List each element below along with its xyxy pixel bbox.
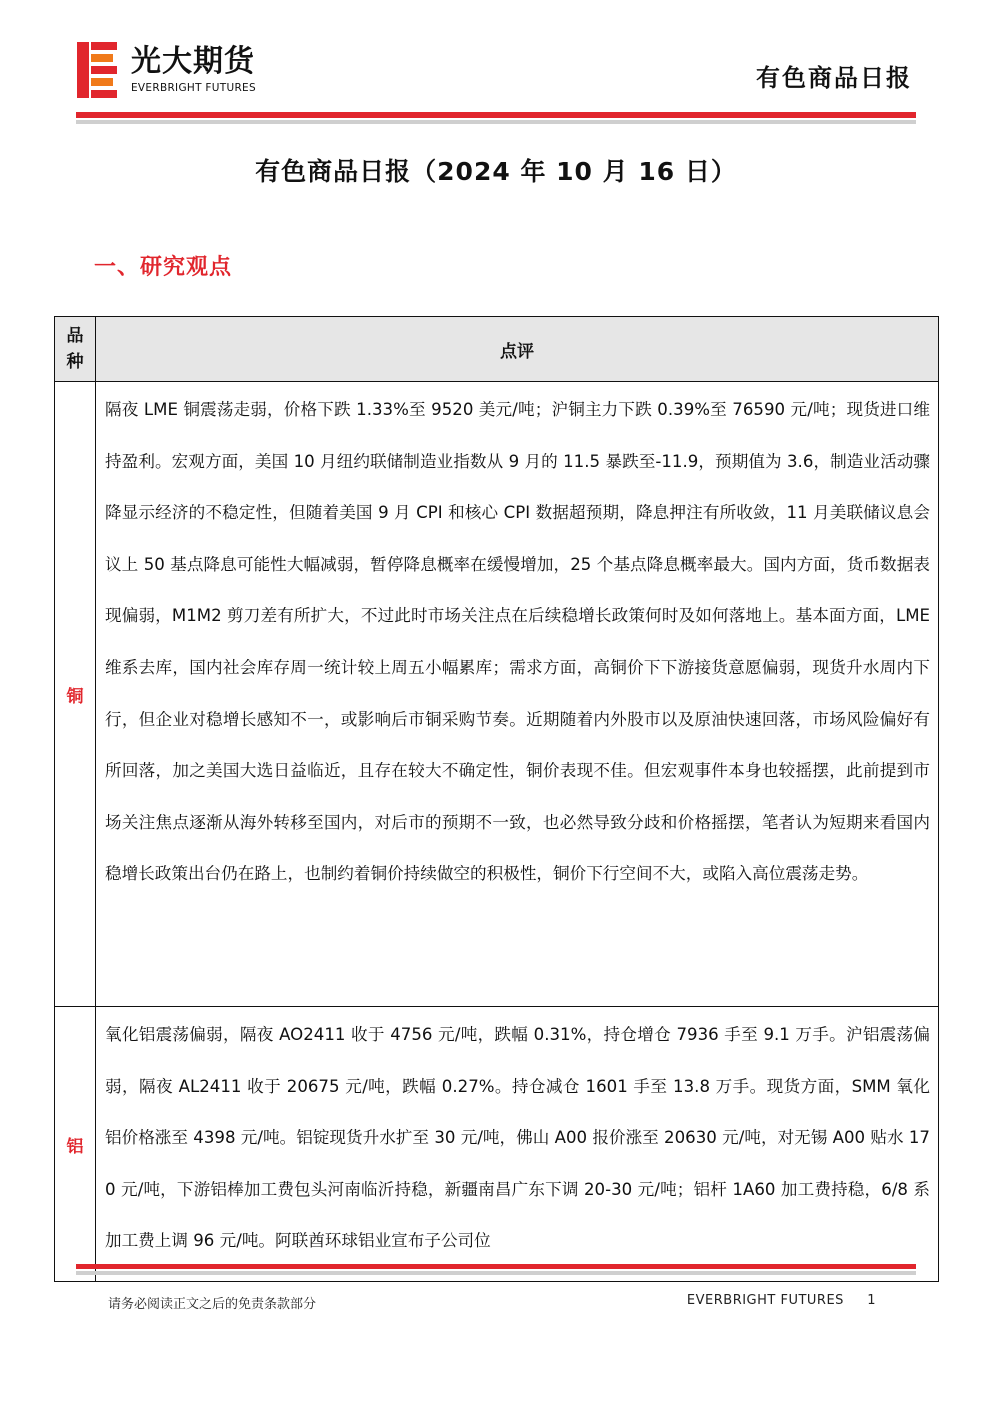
- column-header-variety: [55, 317, 96, 382]
- comment-cell: 隔夜 LME 铜震荡走弱，价格下跌 1.33%至 9520 美元/吨；沪铜主力下跌 0.39%至 76590 元/吨；现货进口维持盈利。宏观方面，美国 10 月纽约联储制造业指数从 9 月的 11.5 暴跌至-11.9，预期值为 3.6，制造业活动骤降显示经济的不稳定性，但随着美国 9 月 CPI 和核心 CPI 数据超预期，降息押注有所收敛，11 月美联储议息会议上 50 基点降息可能性大幅减弱，暂停降息概率在缓慢增加，25 个基点降息概率最大。国内方面，货币数据表现偏弱，M1M2 剪刀差有所扩大，不过此时市场关注点在后续稳增长政策何时及如何落地上。基本面方面，LME 维系去库，国内社会库存周一统计较上周五小幅累库；需求方面，高铜价下下游接货意愿偏弱，现货升水周内下行，但企业对稳增长感知不一，或影响后市铜采购节奏。近期随着内外股市以及原油快速回落，市场风险偏好有所回落，加之美国大选日益临近，且存在较大不确定性，铜价表现不佳。但宏观事件本身也较摇摆，此前提到市场关注焦点逐渐从海外转移至国内，对后市的预期不一致，也必然导致分歧和价格摇摆，笔者认为短期来看国内稳增长政策出台仍在路上，也制约着铜价持续做空的积极性，铜价下行空间不大，或陷入高位震荡走势。: [96, 382, 939, 1007]
- footer-disclaimer: 请务必阅读正文之后的免责条款部分: [108, 1297, 317, 1312]
- variety-cell: 铝: [55, 1007, 96, 1282]
- header-divider: [76, 112, 916, 118]
- footer-divider: [76, 1264, 916, 1269]
- column-header-comment: 点评: [96, 317, 939, 382]
- footer-brand: EVERBRIGHT FUTURES: [686, 1293, 844, 1308]
- document-title: 有色商品日报（2024 年 10 月 16 日）: [255, 157, 737, 186]
- header-title: 有色商品日报: [756, 64, 912, 92]
- everbright-logo-mark-icon: [77, 42, 117, 98]
- company-logo: [77, 42, 297, 98]
- logo-name-en: EVERBRIGHT FUTURES: [131, 82, 256, 94]
- logo-name-cn: 光大期货: [131, 44, 255, 79]
- table-header-row: [55, 317, 939, 382]
- column-header-variety-label: 品种: [66, 326, 84, 372]
- section-heading: 一、研究观点: [94, 255, 233, 280]
- table-row: [55, 382, 939, 1007]
- header-divider-shadow: [76, 120, 916, 124]
- footer-divider-shadow: [76, 1271, 916, 1275]
- research-table: [54, 316, 939, 1282]
- comment-text: 氧化铝震荡偏弱，隔夜 AO2411 收于 4756 元/吨，跌幅 0.31%，持仓增仓 7936 手至 9.1 万手。沪铝震荡偏弱，隔夜 AL2411 收于 20675 元/吨，跌幅 0.27%。持仓减仓 1601 手至 13.8 万手。现货方面，SMM 氧化铝价格涨至 4398 元/吨。铝锭现货升水扩至 30 元/吨，佛山 A00 报价涨至 20630 元/吨，对无锡 A00 贴水 170 元/吨，下游铝棒加工费包头河南临沂持稳，新疆南昌广东下调 20-30 元/吨；铝杆 1A60 加工费持稳，6/8 系加工费上调 96 元/吨。阿联酋环球铝业宣布子公司位: [105, 1025, 930, 1251]
- comment-cell: [96, 1007, 939, 1282]
- footer-brand-page: [687, 1293, 876, 1308]
- variety-cell: 铜: [55, 382, 96, 1007]
- page-number: 1: [867, 1293, 876, 1308]
- table-row: [55, 1007, 939, 1282]
